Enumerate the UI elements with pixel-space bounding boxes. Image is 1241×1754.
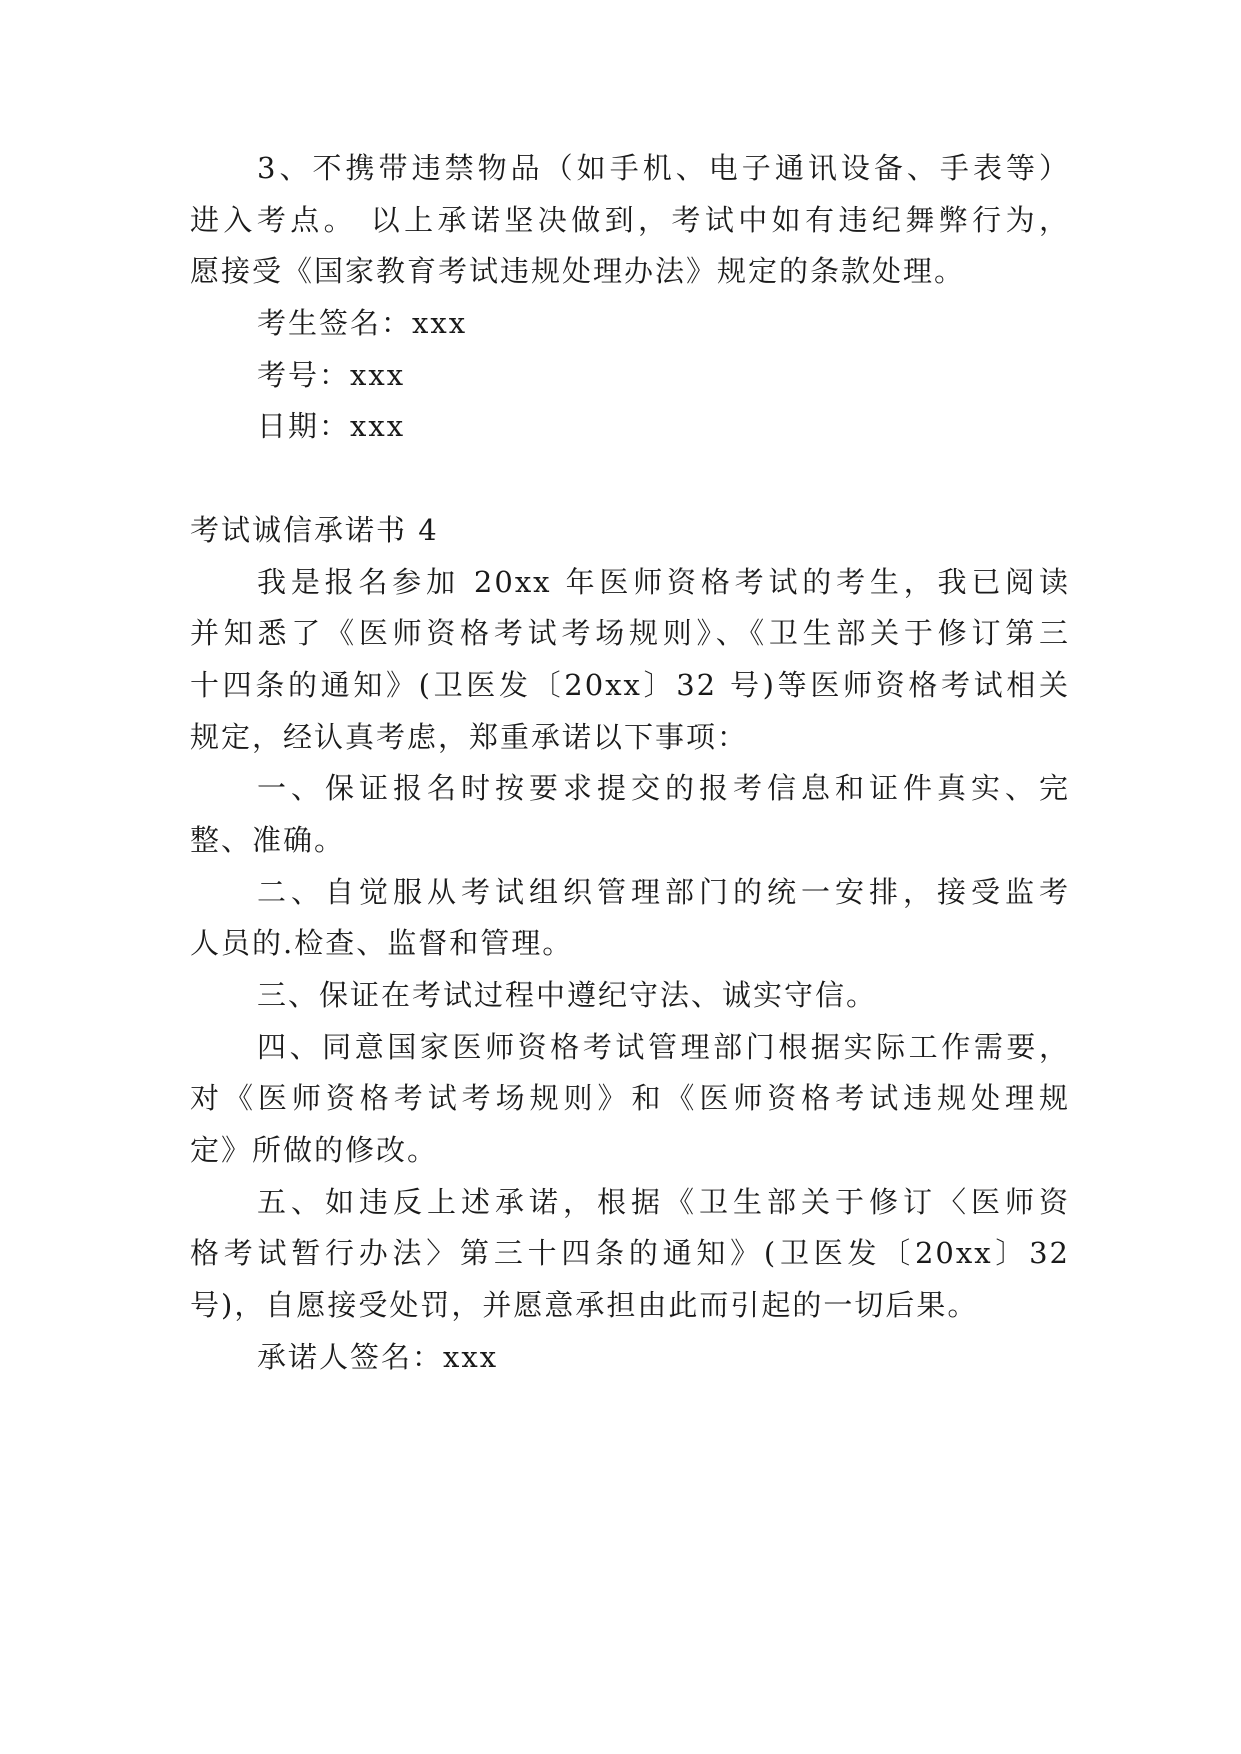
pledge3-signature: 考生签名：xxx [257,306,468,340]
pledge4-item2-line2: 人员的.检查、监督和管理。 [190,926,574,960]
pledge4-item5-line2: 格考试暂行办法〉第三十四条的通知》(卫医发〔20xx〕32 [190,1236,1070,1270]
pledge4-signature: 承诺人签名：xxx [257,1340,499,1374]
pledge4-intro-line3: 十四条的通知》(卫医发〔20xx〕32 号)等医师资格考试相关 [190,668,1070,702]
pledge4-item4-line3: 定》所做的修改。 [190,1133,439,1167]
pledge4-item3-line1: 三、保证在考试过程中遵纪守法、诚实守信。 [257,978,878,1012]
pledge4-intro-line4: 规定，经认真考虑，郑重承诺以下事项： [190,720,749,754]
pledge4-item5-line1: 五、如违反上述承诺，根据《卫生部关于修订〈医师资 [257,1185,1070,1219]
pledge4-item4-line1: 四、同意国家医师资格考试管理部门根据实际工作需要， [257,1030,1070,1064]
pledge4-item1-line2: 整、准确。 [190,823,346,857]
pledge3-item3-line1: 3、不携带违禁物品（如手机、电子通讯设备、手表等） [257,151,1070,185]
pledge3-item3-line2: 进入考点。 以上承诺坚决做到，考试中如有违纪舞弊行为， [190,203,1070,237]
pledge3-item3-line3: 愿接受《国家教育考试违规处理办法》规定的条款处理。 [190,254,966,288]
pledge4-title: 考试诚信承诺书 4 [190,513,439,547]
pledge3-exam-number: 考号：xxx [257,358,406,392]
pledge4-intro-line2: 并知悉了《医师资格考试考场规则》、《卫生部关于修订第三 [190,616,1070,650]
pledge4-item1-line1: 一、保证报名时按要求提交的报考信息和证件真实、完 [257,771,1070,805]
pledge4-item2-line1: 二、自觉服从考试组织管理部门的统一安排，接受监考 [257,875,1070,909]
pledge4-item4-line2: 对《医师资格考试考场规则》和《医师资格考试违规处理规 [190,1081,1070,1115]
pledge3-date: 日期：xxx [257,409,406,443]
pledge4-intro-line1: 我是报名参加 20xx 年医师资格考试的考生，我已阅读 [257,565,1070,599]
pledge4-item5-line3: 号)，自愿接受处罚，并愿意承担由此而引起的一切后果。 [190,1288,979,1322]
